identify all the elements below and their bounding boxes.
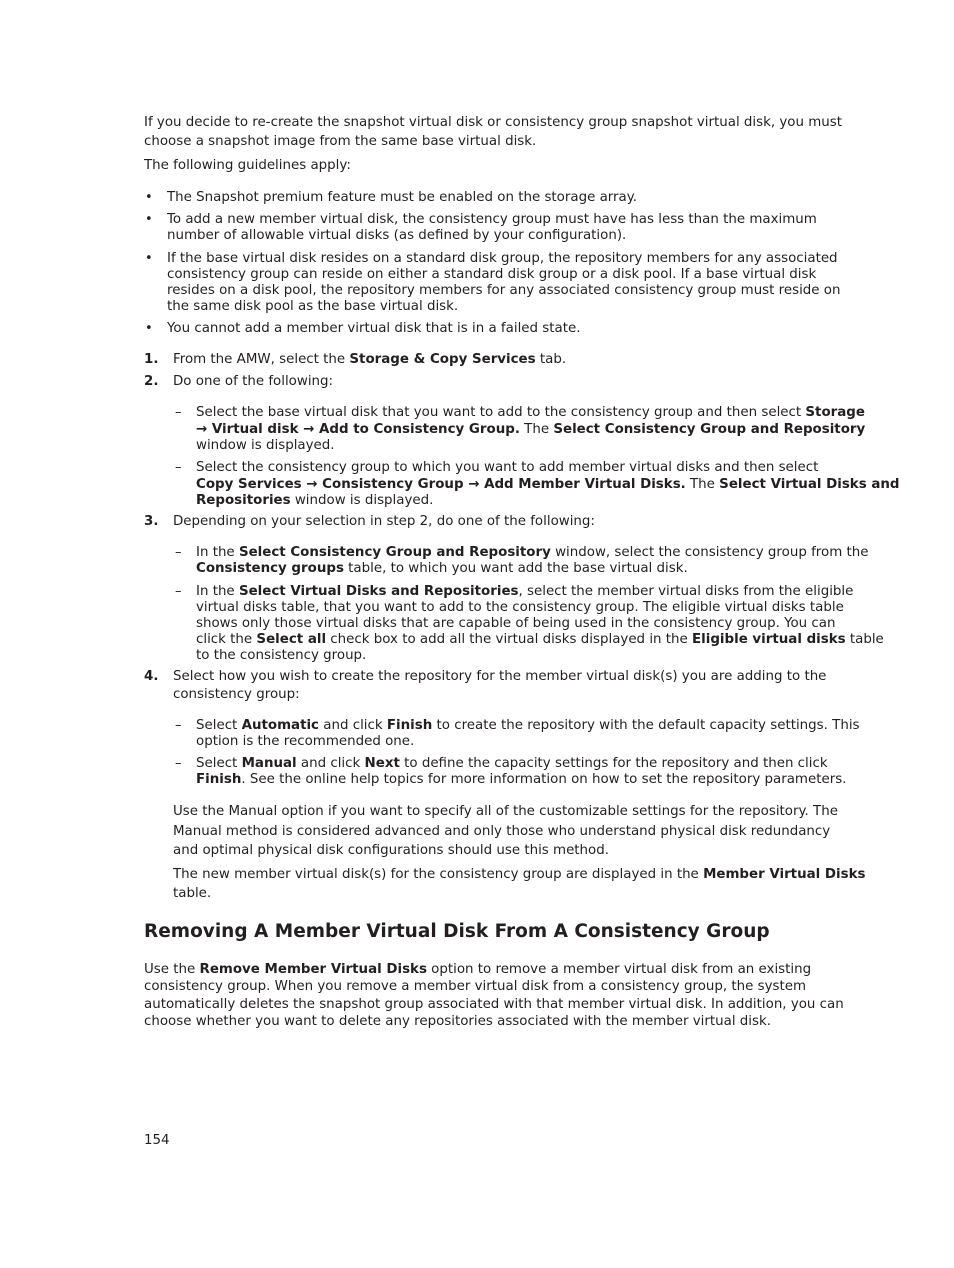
- dash-marker: –: [175, 584, 182, 599]
- list-item: The Snapshot premium feature must be enabled on the storage array.: [167, 190, 638, 205]
- step-2-option-2-cont: Repositories window is displayed.: [196, 493, 434, 508]
- bullet-marker: •: [145, 190, 153, 205]
- step-2-option-2-cont: Copy Services → Consistency Group → Add Member Virtual Disks. The Select Virtual Disks and: [196, 477, 900, 492]
- page-number: 154: [144, 1133, 170, 1148]
- step-3-option-2: In the Select Virtual Disks and Repositories, select the member virtual disks from the eligible: [196, 584, 854, 599]
- step-4-option-2: Select Manual and click Next to define the capacity settings for the repository and then click: [196, 756, 828, 771]
- step-2-option-1-cont: window is displayed.: [196, 438, 335, 453]
- step-4-note-2: The new member virtual disk(s) for the consistency group are displayed in the Member Virtual Disks: [173, 867, 866, 882]
- list-item-cont: the same disk pool as the base virtual disk.: [167, 299, 459, 314]
- step-2-option-2: Select the consistency group to which you want to add member virtual disks and then select: [196, 460, 819, 475]
- step-3-text: Depending on your selection in step 2, do one of the following:: [173, 514, 595, 529]
- step-4-note-2-cont: table.: [173, 886, 212, 901]
- section-paragraph-cont: automatically deletes the snapshot group associated with that member virtual disk. In addition, you can: [144, 997, 844, 1012]
- intro-line-2: choose a snapshot image from the same base virtual disk.: [144, 134, 537, 149]
- step-number: 3.: [144, 514, 159, 529]
- step-4-note-1: Use the Manual option if you want to specify all of the customizable settings for the repository. The: [173, 804, 838, 819]
- guidelines-label: The following guidelines apply:: [144, 158, 351, 173]
- step-3-option-2-cont: shows only those virtual disks that are capable of being used in the consistency group. You can: [196, 616, 836, 631]
- step-2-option-1: Select the base virtual disk that you want to add to the consistency group and then select Storage: [196, 405, 865, 420]
- step-number: 4.: [144, 669, 159, 684]
- section-paragraph-cont: consistency group. When you remove a member virtual disk from a consistency group, the system: [144, 979, 807, 994]
- step-number: 1.: [144, 352, 159, 367]
- intro-line-1: If you decide to re-create the snapshot virtual disk or consistency group snapshot virtual disk, you must: [144, 115, 842, 130]
- list-item: If the base virtual disk resides on a standard disk group, the repository members for any associated: [167, 251, 838, 266]
- step-3-option-1-cont: Consistency groups table, to which you want add the base virtual disk.: [196, 561, 688, 576]
- step-4-text: Select how you wish to create the repository for the member virtual disk(s) you are adding to the: [173, 669, 827, 684]
- step-4-note-1-cont: and optimal physical disk configurations should use this method.: [173, 843, 609, 858]
- bullet-marker: •: [145, 212, 153, 227]
- step-1-text: From the AMW, select the Storage & Copy Services tab.: [173, 352, 567, 367]
- dash-marker: –: [175, 756, 182, 771]
- step-4-option-1-cont: option is the recommended one.: [196, 734, 415, 749]
- step-3-option-2-cont: virtual disks table, that you want to add to the consistency group. The eligible virtual disks table: [196, 600, 844, 615]
- step-2-text: Do one of the following:: [173, 374, 334, 389]
- step-number: 2.: [144, 374, 159, 389]
- step-3-option-2-cont: click the Select all check box to add all the virtual disks displayed in the Eligible virtual disks table: [196, 632, 884, 647]
- list-item: You cannot add a member virtual disk that is in a failed state.: [167, 321, 581, 336]
- step-4-option-2-cont: Finish. See the online help topics for more information on how to set the repository parameters.: [196, 772, 847, 787]
- step-3-option-2-cont: to the consistency group.: [196, 648, 367, 663]
- section-paragraph: Use the Remove Member Virtual Disks option to remove a member virtual disk from an existing: [144, 962, 812, 977]
- step-4-text-cont: consistency group:: [173, 687, 300, 702]
- dash-marker: –: [175, 545, 182, 560]
- dash-marker: –: [175, 718, 182, 733]
- section-paragraph-cont: choose whether you want to delete any repositories associated with the member virtual disk.: [144, 1014, 772, 1029]
- list-item: To add a new member virtual disk, the consistency group must have has less than the maximum: [167, 212, 817, 227]
- list-item-cont: consistency group can reside on either a standard disk group or a disk pool. If a base virtual disk: [167, 267, 817, 282]
- dash-marker: –: [175, 405, 182, 420]
- section-heading: Removing A Member Virtual Disk From A Consistency Group: [144, 921, 770, 942]
- list-item-cont: number of allowable virtual disks (as defined by your configuration).: [167, 228, 627, 243]
- step-2-option-1-cont: → Virtual disk → Add to Consistency Group. The Select Consistency Group and Repository: [196, 422, 866, 437]
- bullet-marker: •: [145, 251, 153, 266]
- step-4-option-1: Select Automatic and click Finish to create the repository with the default capacity settings. This: [196, 718, 860, 733]
- step-4-note-1-cont: Manual method is considered advanced and only those who understand physical disk redundancy: [173, 824, 831, 839]
- dash-marker: –: [175, 460, 182, 475]
- step-3-option-1: In the Select Consistency Group and Repository window, select the consistency group from the: [196, 545, 869, 560]
- list-item-cont: resides on a disk pool, the repository members for any associated consistency group must reside on: [167, 283, 841, 298]
- bullet-marker: •: [145, 321, 153, 336]
